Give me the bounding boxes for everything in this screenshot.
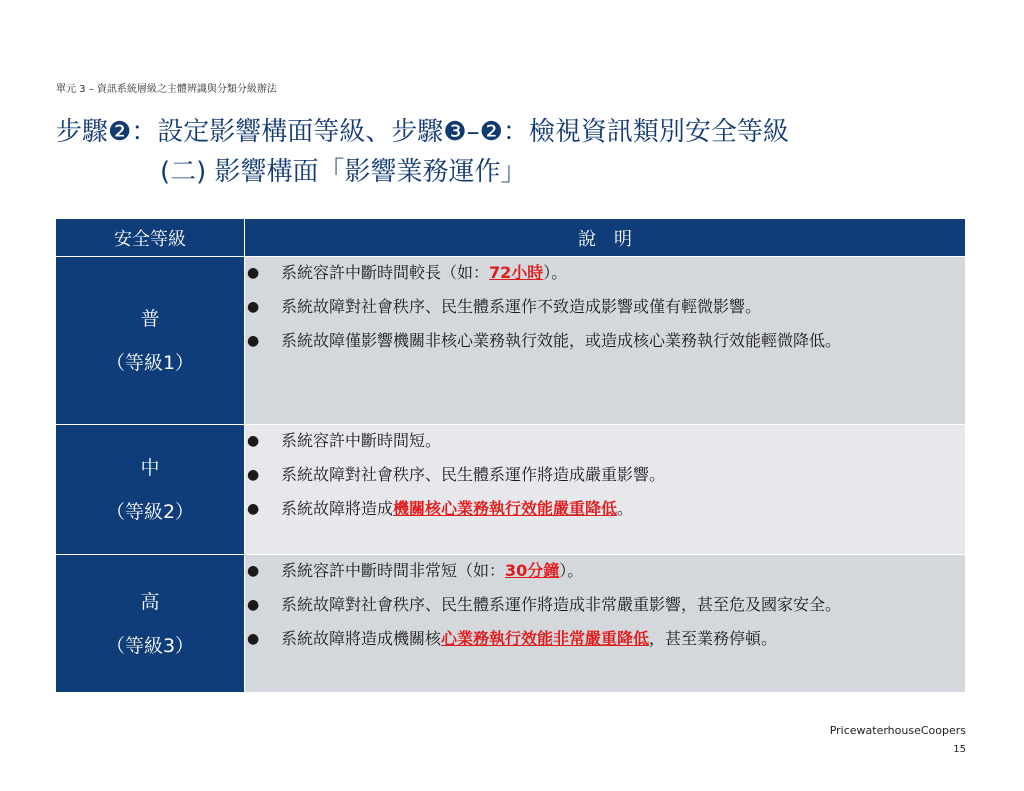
level-name: 中 <box>140 456 160 479</box>
item-text: 系統故障僅影響機關非核心業務執行效能，或造成核心業務執行效能輕微降低。 <box>281 331 842 350</box>
list-item <box>245 427 965 455</box>
page-title <box>56 112 789 192</box>
item-text: 系統容許中斷時間較長（如： <box>281 263 490 282</box>
highlight-text: 心業務執行效能非常嚴重降低 <box>441 629 650 648</box>
header-description: 說 明 <box>245 219 966 257</box>
level-cell <box>56 555 245 693</box>
level-name: 普 <box>140 307 160 330</box>
level-name: 高 <box>140 590 160 613</box>
level-cell <box>56 257 245 425</box>
item-text: 系統故障對社會秩序、民生體系運作將造成非常嚴重影響，甚至危及國家安全。 <box>281 595 842 614</box>
table-header-row <box>56 219 966 257</box>
item-text: 系統故障對社會秩序、民生體系運作不致造成影響或僅有輕微影響。 <box>281 297 762 316</box>
description-list <box>245 557 965 653</box>
list-item <box>245 461 965 489</box>
footer-company: PricewaterhouseCoopers <box>829 724 966 737</box>
list-item <box>245 591 965 619</box>
item-text: 系統故障將造成 <box>281 499 394 518</box>
list-item <box>245 557 965 585</box>
page-number: 15 <box>953 744 966 755</box>
bullet-icon: ● <box>247 501 260 517</box>
list-item <box>245 327 965 355</box>
breadcrumb: 單元 3 – 資訊系統層級之主體辨識與分類分級辦法 <box>56 84 277 95</box>
table-row <box>56 257 966 425</box>
title-line-1: 步驟❷：設定影響構面等級、步驟❸–❷：檢視資訊類別安全等級 <box>56 117 789 147</box>
list-item <box>245 259 965 287</box>
level-sub: （等級2） <box>105 500 195 523</box>
bullet-icon: ● <box>247 333 260 349</box>
bullet-icon: ● <box>247 433 260 449</box>
description-cell <box>245 425 966 555</box>
level-sub: （等級3） <box>105 634 195 657</box>
table-row <box>56 425 966 555</box>
highlight-text: 機關核心業務執行效能嚴重降低 <box>393 499 618 518</box>
security-level-table <box>55 218 966 693</box>
table-row <box>56 555 966 693</box>
item-text-post: ）。 <box>559 561 584 580</box>
highlight-text: 30分鐘 <box>505 561 560 580</box>
bullet-icon: ● <box>247 597 260 613</box>
item-text-post: ）。 <box>543 263 568 282</box>
item-text: 系統容許中斷時間非常短（如： <box>281 561 506 580</box>
description-list <box>245 259 965 355</box>
item-text-post: ，甚至業務停頓。 <box>649 629 778 648</box>
list-item <box>245 495 965 523</box>
level-cell <box>56 425 245 555</box>
bullet-icon: ● <box>247 299 260 315</box>
item-text: 系統故障對社會秩序、民生體系運作將造成嚴重影響。 <box>281 465 666 484</box>
description-list <box>245 427 965 523</box>
bullet-icon: ● <box>247 467 260 483</box>
bullet-icon: ● <box>247 631 260 647</box>
header-security-level: 安全等級 <box>56 219 245 257</box>
list-item <box>245 625 965 653</box>
level-sub: （等級1） <box>105 351 195 374</box>
item-text-post: 。 <box>617 499 634 518</box>
title-line-2: (二) 影響構面「影響業務運作」 <box>160 157 527 187</box>
list-item <box>245 293 965 321</box>
description-cell <box>245 555 966 693</box>
highlight-text: 72小時 <box>489 263 544 282</box>
bullet-icon: ● <box>247 265 260 281</box>
item-text: 系統容許中斷時間短。 <box>281 431 442 450</box>
item-text: 系統故障將造成機關核 <box>281 629 442 648</box>
description-cell <box>245 257 966 425</box>
bullet-icon: ● <box>247 563 260 579</box>
